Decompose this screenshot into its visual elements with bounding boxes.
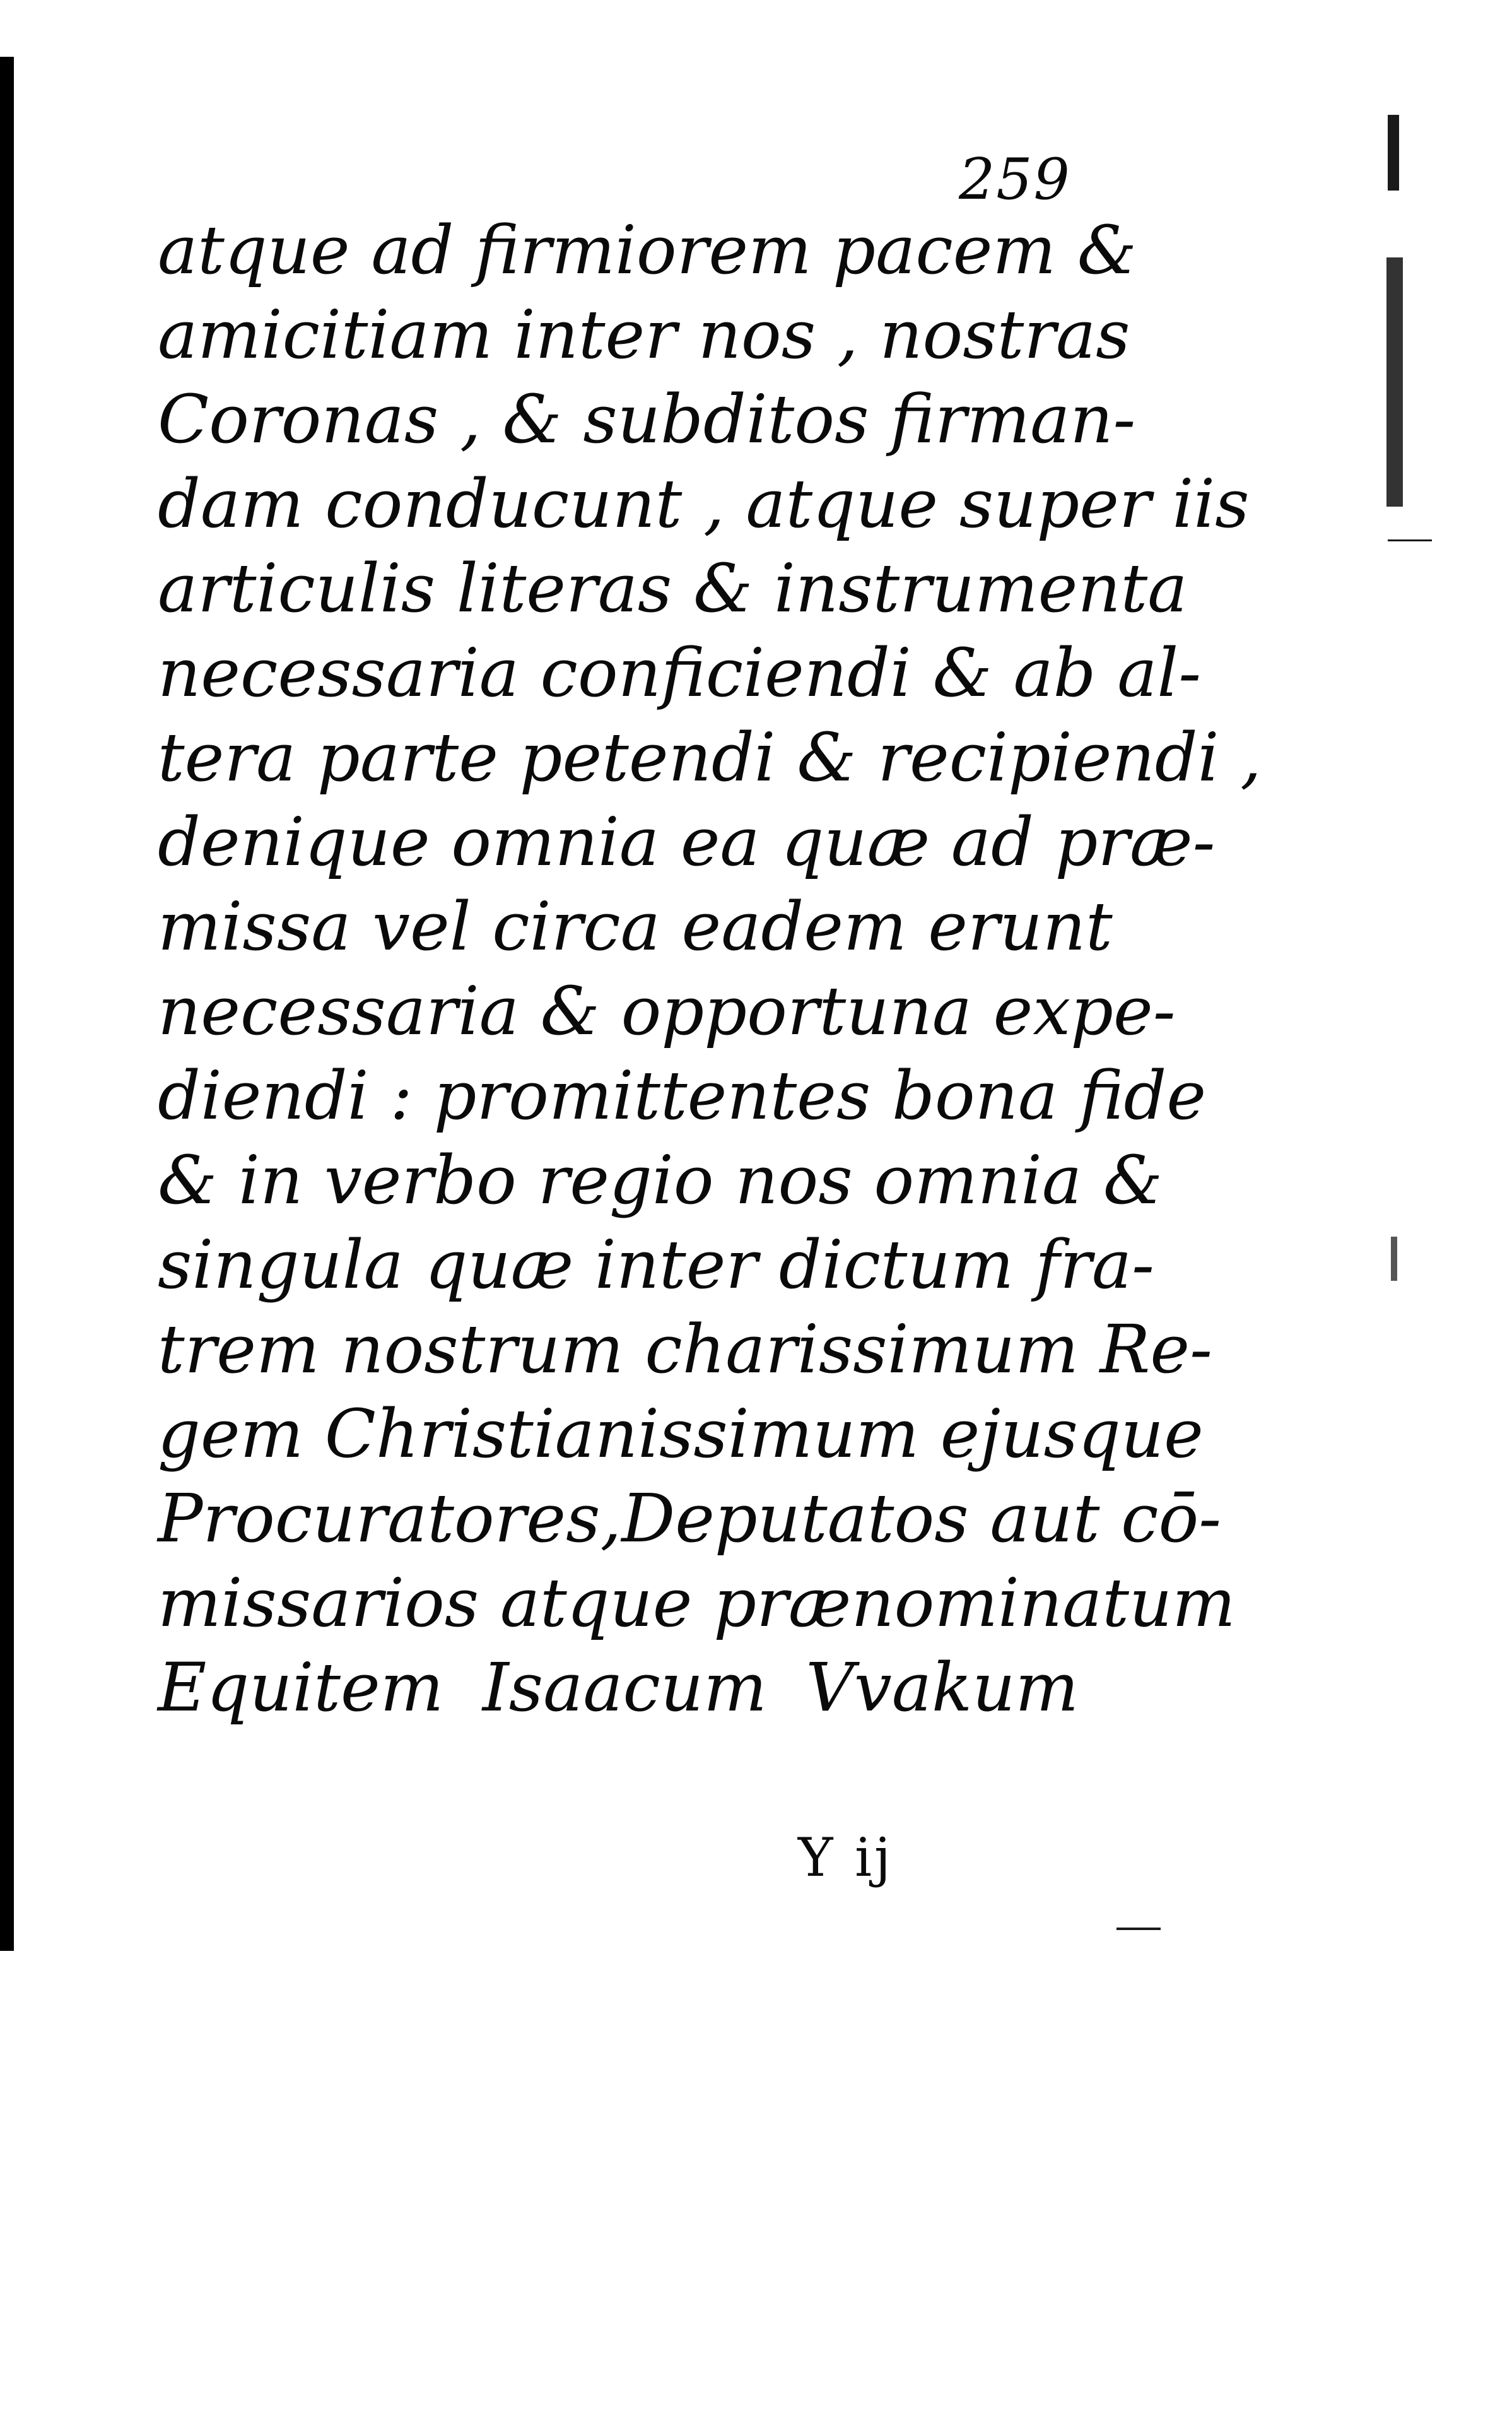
body-text: [158, 208, 1262, 1730]
text-line: gem Christianissimum ejusque: [158, 1395, 1204, 1473]
page-number: 259: [959, 146, 1071, 213]
text-line: atque ad firmiorem pacem &: [158, 211, 1137, 289]
text-line: amicitiam inter nos , nostras: [158, 296, 1130, 374]
text-line: denique omnia ea quæ ad præ-: [158, 803, 1216, 881]
margin-mark: [1116, 1928, 1161, 1930]
margin-mark: [1388, 115, 1399, 191]
text-line: Procuratores,Deputatos aut cō-: [158, 1480, 1222, 1557]
margin-mark: [1391, 1237, 1397, 1281]
margin-mark: [1388, 539, 1432, 541]
text-line: necessaria conficiendi & ab al-: [158, 634, 1202, 712]
signature-mark: Y ij: [798, 1827, 894, 1888]
text-line: dam conducunt , atque super iis: [158, 465, 1250, 543]
text-line: necessaria & opportuna expe-: [158, 972, 1176, 1050]
text-line: Coronas , & subditos firman-: [158, 380, 1136, 458]
binding-edge-rule: [0, 57, 14, 1951]
text-line: missa vel circa eadem erunt: [158, 888, 1113, 965]
text-line: & in verbo regio nos omnia &: [158, 1141, 1163, 1219]
text-line: diendi : promittentes bona fide: [158, 1057, 1207, 1134]
text-line: singula quæ inter dictum fra-: [158, 1226, 1154, 1304]
margin-mark: [1386, 257, 1403, 507]
text-line: trem nostrum charissimum Re-: [158, 1310, 1212, 1388]
text-line: articulis literas & instrumenta: [158, 550, 1188, 627]
text-line: missarios atque prænominatum: [158, 1564, 1236, 1642]
text-line: Equitem Isaacum Vvakum: [158, 1649, 1079, 1726]
text-line: tera parte petendi & recipiendi ,: [158, 719, 1262, 796]
